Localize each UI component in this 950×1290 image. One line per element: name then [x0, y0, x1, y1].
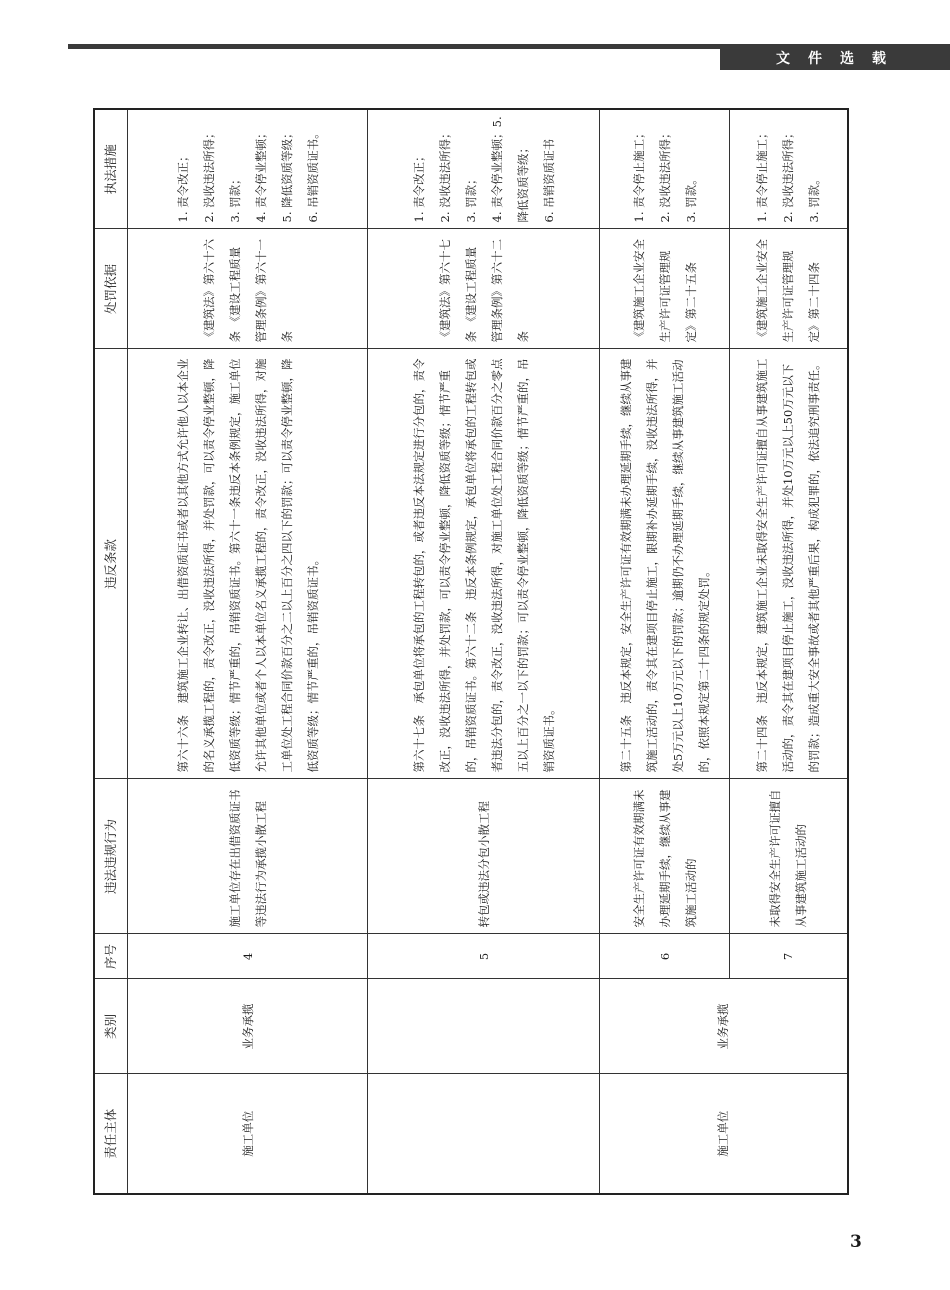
cell-clause: 第六十七条 承包单位将承包的工程转包的，或者违反本法规定进行分包的，责令改正，没收违法所得，并处罚款，可以责令停业整顿，降低资质等级；情节严重的，吊销资质证书。第六十二条 违反本条例规定，承包单位将承包的工程转包或者违法分包的，责令改正，没收违法所得，对施工单位处工程合同价款百分之零点五以上百分之一以下的罚款；可以责令停业整顿，降低资质等级；情节严重的，吊销资质证书。	[368, 349, 600, 779]
cell-number: 7	[730, 934, 848, 979]
cell-behavior: 未取得安全生产许可证擅自从事建筑施工活动的	[730, 779, 848, 934]
measure-item: 3. 罚款；	[463, 173, 478, 223]
col-header-category: 类别	[94, 979, 128, 1074]
cell-measures	[600, 109, 730, 229]
cell-subject: 施工单位	[600, 1074, 848, 1194]
penalty-table	[93, 108, 849, 1195]
cell-clause: 第二十五条 违反本规定，安全生产许可证有效期满未办理延期手续，继续从事建筑施工活动的，责令其在建项目停止施工，限期补办延期手续，没收违法所得，并处5万元以上10万元以下的罚款；逾期仍不办理延期手续，继续从事建筑施工活动的，依照本规定第二十四条的规定处罚。	[600, 349, 730, 779]
cell-clause: 第二十四条 违反本规定，建筑施工企业未取得安全生产许可证擅自从事建筑施工活动的，责令其在建项目停止施工，没收违法所得，并处10万元以上50万元以下的罚款；造成重大安全事故或者其他严重后果，构成犯罪的，依法追究刑事责任。	[730, 349, 848, 779]
measure-item: 1. 责令停止施工；	[755, 127, 770, 223]
cell-measures	[730, 109, 848, 229]
cell-number: 5	[368, 934, 600, 979]
section-label: 文件选载	[720, 48, 950, 70]
page-number: 3	[850, 1232, 862, 1252]
measure-item: 1. 责令改正；	[175, 150, 190, 223]
cell-category	[368, 979, 600, 1074]
cell-behavior: 施工单位存在出借资质证书等违法行为承揽小散工程	[128, 779, 368, 934]
cell-basis: 《建筑施工企业安全生产许可证管理规定》第二十四条	[730, 229, 848, 349]
measure-item: 2. 没收违法所得；	[437, 127, 452, 223]
measure-item: 5. 降低资质等级；	[279, 127, 294, 223]
cell-basis: 《建筑法》第六十六条 《建设工程质量管理条例》第六十一条	[128, 229, 368, 349]
cell-basis: 《建筑施工企业安全生产许可证管理规定》第二十五条	[600, 229, 730, 349]
col-header-subject: 责任主体	[94, 1074, 128, 1194]
cell-measures	[368, 109, 600, 229]
cell-basis: 《建筑法》第六十七条 《建设工程质量管理条例》第六十二条	[368, 229, 600, 349]
col-header-basis: 处罚依据	[94, 229, 128, 349]
cell-clause: 第六十六条 建筑施工企业转让、出借资质证书或者以其他方式允许他人以本企业的名义承揽工程的，责令改正，没收违法所得，并处罚款，可以责令停业整顿，降低资质等级；情节严重的，吊销资质证书。第六十一条违反本条例规定，施工单位允许其他单位或者个人以本单位名义承揽工程的，责令改正，没收违法所得，对施工单位处工程合同价款百分之二以上百分之四以下的罚款；可以责令停业整顿，降低资质等级；情节严重的，吊销资质证书。	[128, 349, 368, 779]
cell-number: 4	[128, 934, 368, 979]
col-header-clause: 违反条款	[94, 349, 128, 779]
cell-category: 业务承揽	[128, 979, 368, 1074]
cell-subject: 施工单位	[128, 1074, 368, 1194]
rotated-table-frame	[93, 110, 843, 1195]
measure-item: 6. 吊销资质证书。	[305, 127, 320, 223]
measure-item: 1. 责令停止施工；	[631, 127, 646, 223]
table-row	[600, 109, 730, 1194]
col-header-number: 序号	[94, 934, 128, 979]
measure-item: 3. 罚款；	[227, 173, 242, 223]
measure-item: 4. 责令停业整顿；5. 降低资质等级；	[489, 116, 530, 223]
cell-number: 6	[600, 934, 730, 979]
table-row	[368, 109, 600, 1194]
measure-item: 4. 责令停业整顿；	[253, 127, 268, 223]
measure-item: 3. 罚款。	[807, 173, 822, 223]
cell-measures	[128, 109, 368, 229]
col-header-measures: 执法措施	[94, 109, 128, 229]
measure-item: 3. 罚款。	[683, 173, 698, 223]
table-row	[128, 109, 368, 1194]
col-header-behavior: 违法违规行为	[94, 779, 128, 934]
cell-category: 业务承揽	[600, 979, 848, 1074]
measure-item: 2. 没收违法所得；	[201, 127, 216, 223]
measure-item: 2. 没收违法所得；	[657, 127, 672, 223]
table-header-row	[94, 109, 128, 1194]
cell-subject	[368, 1074, 600, 1194]
cell-behavior: 安全生产许可证有效期满未办理延期手续，继续从事建筑施工活动的	[600, 779, 730, 934]
measure-item: 2. 没收违法所得；	[781, 127, 796, 223]
measure-item: 6. 吊销资质证书	[541, 138, 556, 223]
cell-behavior: 转包或违法分包小散工程	[368, 779, 600, 934]
measure-item: 1. 责令改正；	[411, 150, 426, 223]
